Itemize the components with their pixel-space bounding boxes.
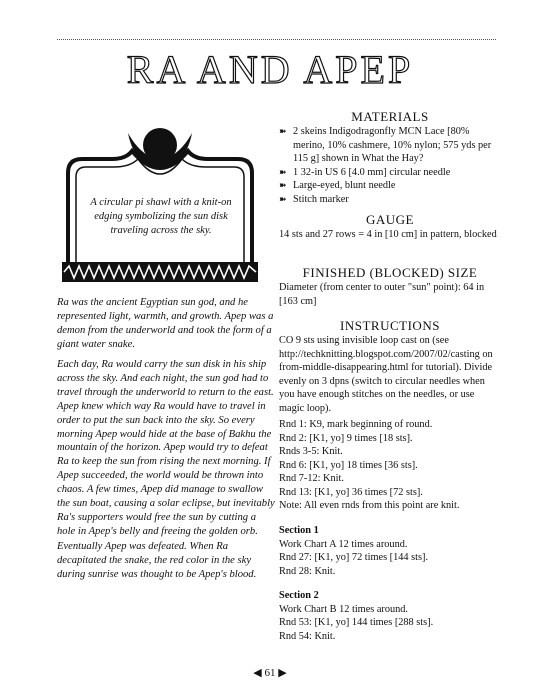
section-title: Section 2 bbox=[279, 590, 319, 601]
list-item: ➽ Stitch marker bbox=[279, 193, 349, 205]
list-item: ➽ 1 32-in US 6 [4.0 mm] circular needle bbox=[279, 166, 451, 178]
round-line: Rnd 1: K9, mark beginning of round. bbox=[279, 419, 433, 430]
round-line: Rnds 3-5: Knit. bbox=[279, 446, 343, 457]
materials-list bbox=[279, 125, 501, 206]
story-paragraph-1: Ra was the ancient Egyptian sun god, and he represented light, warmth, and growth. Apep was a demon from the underworld and took the form of a giant water snake. bbox=[57, 297, 274, 350]
section-line: Work Chart B 12 times around. bbox=[279, 603, 409, 615]
arrow-bullet-icon: ➽ bbox=[279, 193, 287, 204]
section-line: Rnd 53: [K1, yo] 144 times [288 sts]. bbox=[279, 617, 434, 628]
page-number: 61 bbox=[264, 667, 276, 679]
arrow-bullet-icon: ➽ bbox=[279, 126, 287, 136]
materials-heading: MATERIALS bbox=[351, 109, 429, 124]
pattern-caption: A circular pi shawl with a knit-on edging symbolizing the sun disk traveling across the sky. bbox=[90, 197, 232, 236]
section-title: Section 1 bbox=[279, 525, 319, 536]
finished-size-text: Diameter (from center to outer "sun" point): 64 in [163 cm] bbox=[279, 282, 485, 307]
arrow-bullet-icon: ➽ bbox=[279, 166, 287, 177]
rounds-list bbox=[279, 418, 501, 513]
gauge-heading: GAUGE bbox=[366, 212, 414, 227]
page-footer bbox=[0, 666, 540, 679]
instructions-intro: CO 9 sts using invisible loop cast on (see http://techknitting.blogspot.com/2007/02/casting on from-middle-disappearing.html for tutorial). Divide evenly on 3 dpns (switch to circular needles when you have enough stitches on the needles, or use magic loop). bbox=[279, 335, 493, 414]
arrow-bullet-icon: ➽ bbox=[279, 180, 287, 190]
story-paragraph-2: Each day, Ra would carry the sun disk in his ship across the sky. And each night, the sun god had to travel through the underworld to return to the east. Apep knew which way Ra would have to travel in order to put the sun back into the sky. So every morning Apep would hide at the base of Bakhu the mountain of the horizon. Apep would try to defeat Ra to keep the sun from rising the next morning. If Apep succeeded, the world would be thrown into chaos. A few times, Apep did manage to swallow the sun boat, causing a solar eclipse, but inevitably Ra's supporters would free the sun by cutting a hole in Apep's belly and freeing the golden orb. bbox=[57, 359, 275, 537]
instructions-heading: INSTRUCTIONS bbox=[340, 318, 440, 333]
section-line: Rnd 28: Knit. bbox=[279, 565, 336, 577]
gauge-text: 14 sts and 27 rows = 4 in [10 cm] in pattern, blocked bbox=[279, 229, 497, 240]
section-line: Rnd 54: Knit. bbox=[279, 630, 336, 642]
round-line: Note: All even rnds from this point are knit. bbox=[279, 500, 460, 511]
finished-size-heading: FINISHED (BLOCKED) SIZE bbox=[302, 265, 478, 280]
section-2 bbox=[279, 589, 501, 643]
top-rule bbox=[57, 39, 496, 40]
round-line: Rnd 2: [K1, yo] 9 times [18 sts]. bbox=[279, 432, 413, 444]
scarab-right-icon: ▶ bbox=[278, 667, 287, 679]
round-line: Rnd 13: [K1, yo] 36 times [72 sts]. bbox=[279, 486, 423, 498]
scarab-left-icon: ◀ bbox=[253, 667, 262, 679]
section-1 bbox=[279, 524, 501, 578]
section-line: Work Chart A 12 times around. bbox=[279, 538, 408, 550]
page-title: RA AND APEP bbox=[126, 47, 414, 92]
round-line: Rnd 7-12: Knit. bbox=[279, 473, 344, 484]
list-item: ➽ Large-eyed, blunt needle bbox=[279, 180, 396, 191]
round-line: Rnd 6: [K1, yo] 18 times [36 sts]. bbox=[279, 459, 418, 471]
section-line: Rnd 27: [K1, yo] 72 times [144 sts]. bbox=[279, 552, 429, 563]
story-paragraph-3: Eventually Apep was defeated. When Ra decapitated the snake, the red color in the sky during sunrise was thought to be Apep's blood. bbox=[57, 541, 257, 580]
list-item: ➽ 2 skeins Indigodragonfly MCN Lace [80% merino, 10% cashmere, 10% nylon; 575 yds per 115 g] shown in What the Hay? bbox=[279, 126, 492, 164]
